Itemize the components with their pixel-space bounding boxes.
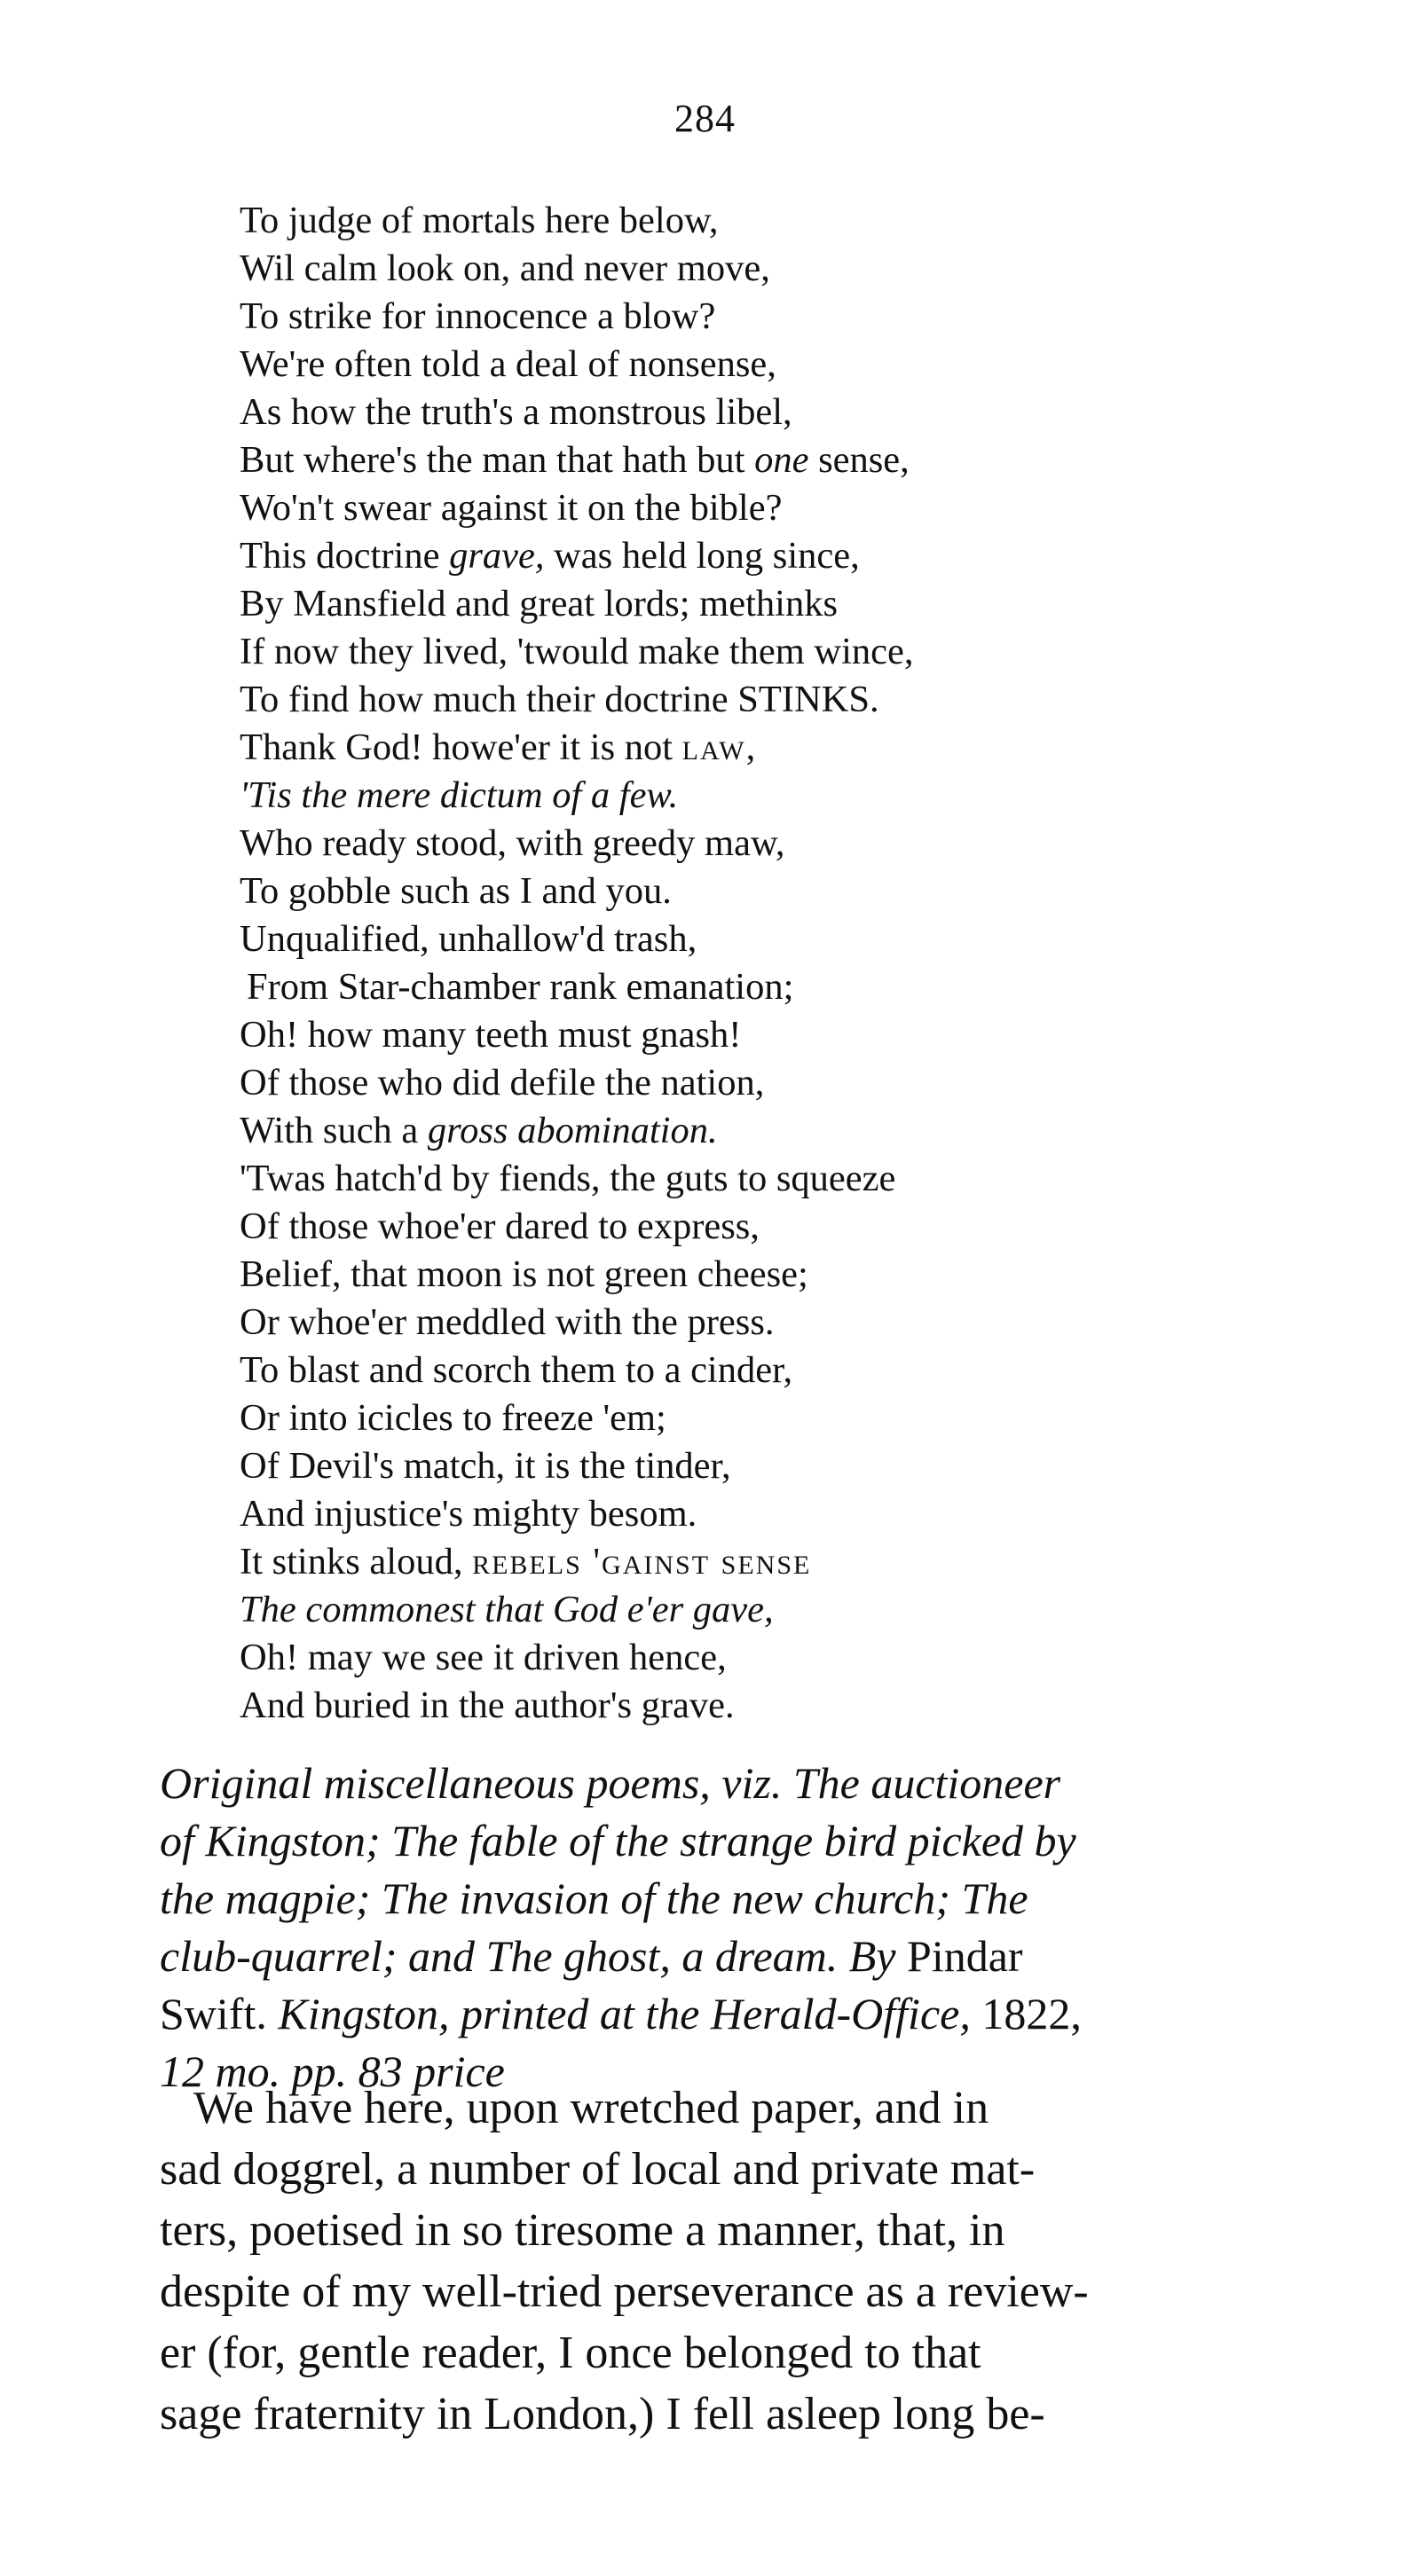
citation-italic: club-quarrel; and The ghost, a dream. bbox=[160, 1931, 839, 1981]
poem-line: Of Devil's match, it is the tinder, bbox=[240, 1445, 731, 1487]
poem-line: Oh! may we see it driven hence, bbox=[240, 1637, 727, 1678]
poem-text: It stinks aloud, bbox=[240, 1541, 473, 1583]
citation-year: 1822, bbox=[981, 1989, 1082, 2038]
poem-line: We're often told a deal of nonsense, bbox=[240, 343, 776, 385]
citation-italic: Original miscellaneous poems, viz. The auctioneer bbox=[160, 1758, 1061, 1808]
body-line: sad doggrel, a number of local and private mat- bbox=[160, 2144, 1036, 2195]
poem-text: This doctrine bbox=[240, 535, 450, 577]
citation-line bbox=[160, 1812, 1269, 1870]
poem-line: Of those whoe'er dared to express, bbox=[240, 1206, 760, 1247]
poem-line: To strike for innocence a blow? bbox=[240, 295, 716, 337]
page-number: 284 bbox=[674, 97, 736, 140]
poem-line bbox=[240, 1538, 1180, 1586]
poem-text: was held long since, bbox=[544, 535, 860, 577]
review-body bbox=[160, 2077, 1269, 2445]
poem-text: But where's the man that hath but bbox=[240, 439, 755, 481]
body-line: despite of my well-tried perseverance as a review- bbox=[160, 2266, 1089, 2317]
poem-line: As how the truth's a monstrous libel, bbox=[240, 391, 792, 433]
poem-text: sense, bbox=[808, 439, 910, 481]
poem-italic: 'Tis the mere dictum of a few. bbox=[240, 774, 679, 816]
poem-small-caps: rebels 'gainst sense bbox=[472, 1541, 812, 1583]
poem-line: From Star-chamber rank emanation; bbox=[247, 966, 794, 1008]
citation-italic: By bbox=[848, 1931, 896, 1981]
poem-italic: The commonest that God e'er gave, bbox=[240, 1589, 774, 1630]
poem-italic: grave, bbox=[449, 535, 545, 577]
poem-italic: gross abomination. bbox=[427, 1110, 718, 1151]
poem-line: Wil calm look on, and never move, bbox=[240, 247, 770, 289]
poem-line: To gobble such as I and you. bbox=[240, 870, 672, 912]
poem-line: To blast and scorch them to a cinder, bbox=[240, 1349, 793, 1391]
poem-line: Of those who did defile the nation, bbox=[240, 1062, 765, 1103]
poem-line bbox=[240, 1107, 1180, 1155]
citation-line bbox=[160, 1870, 1269, 1928]
citation-author: Pindar bbox=[907, 1931, 1023, 1981]
poem-line: By Mansfield and great lords; methinks bbox=[240, 583, 838, 624]
poem-line bbox=[240, 436, 1180, 484]
book-citation bbox=[160, 1755, 1269, 2101]
body-line: sage fraternity in London,) I fell asleep long be- bbox=[160, 2389, 1045, 2439]
citation-line bbox=[160, 1985, 1269, 2043]
poem-line bbox=[240, 1586, 1180, 1634]
poem-line: Unqualified, unhallow'd trash, bbox=[240, 918, 697, 960]
poem bbox=[240, 197, 1180, 1730]
poem-line: 'Twas hatch'd by fiends, the guts to squeeze bbox=[240, 1158, 896, 1199]
body-line: er (for, gentle reader, I once belonged to that bbox=[160, 2328, 981, 2378]
citation-italic: 12 mo. pp. 83 price bbox=[160, 2046, 505, 2096]
poem-line bbox=[240, 532, 1180, 580]
poem-line: Who ready stood, with greedy maw, bbox=[240, 822, 785, 864]
poem-line: And buried in the author's grave. bbox=[240, 1685, 735, 1726]
poem-text: Thank God! howe'er it is not bbox=[240, 726, 682, 768]
citation-italic: the magpie; The invasion of the new church; The bbox=[160, 1873, 1028, 1923]
poem-line: Or into icicles to freeze 'em; bbox=[240, 1397, 666, 1439]
citation-italic: of Kingston; The fable of the strange bird picked by bbox=[160, 1816, 1076, 1865]
poem-line: Or whoe'er meddled with the press. bbox=[240, 1301, 775, 1343]
poem-line: Oh! how many teeth must gnash! bbox=[240, 1014, 742, 1056]
poem-line: To judge of mortals here below, bbox=[240, 200, 719, 241]
citation-italic: Kingston, printed at the Herald-Office, bbox=[278, 1989, 971, 2038]
poem-line: If now they lived, 'twould make them wince, bbox=[240, 631, 914, 672]
citation-author: Swift. bbox=[160, 1989, 267, 2038]
poem-text: With such a bbox=[240, 1110, 428, 1151]
poem-small-caps: law, bbox=[681, 726, 758, 768]
citation-line bbox=[160, 1928, 1269, 1985]
poem-line: Wo'n't swear against it on the bible? bbox=[240, 487, 783, 529]
poem-line: Belief, that moon is not green cheese; bbox=[240, 1253, 808, 1295]
poem-line: To find how much their doctrine STINKS. bbox=[240, 679, 879, 720]
body-line: ters, poetised in so tiresome a manner, that, in bbox=[160, 2205, 1005, 2256]
citation-line bbox=[160, 1755, 1269, 1812]
poem-line bbox=[240, 772, 1180, 820]
poem-line bbox=[240, 724, 1180, 772]
body-line: We have here, upon wretched paper, and in bbox=[193, 2083, 989, 2133]
poem-line: And injustice's mighty besom. bbox=[240, 1493, 697, 1535]
poem-italic: one bbox=[754, 439, 809, 481]
